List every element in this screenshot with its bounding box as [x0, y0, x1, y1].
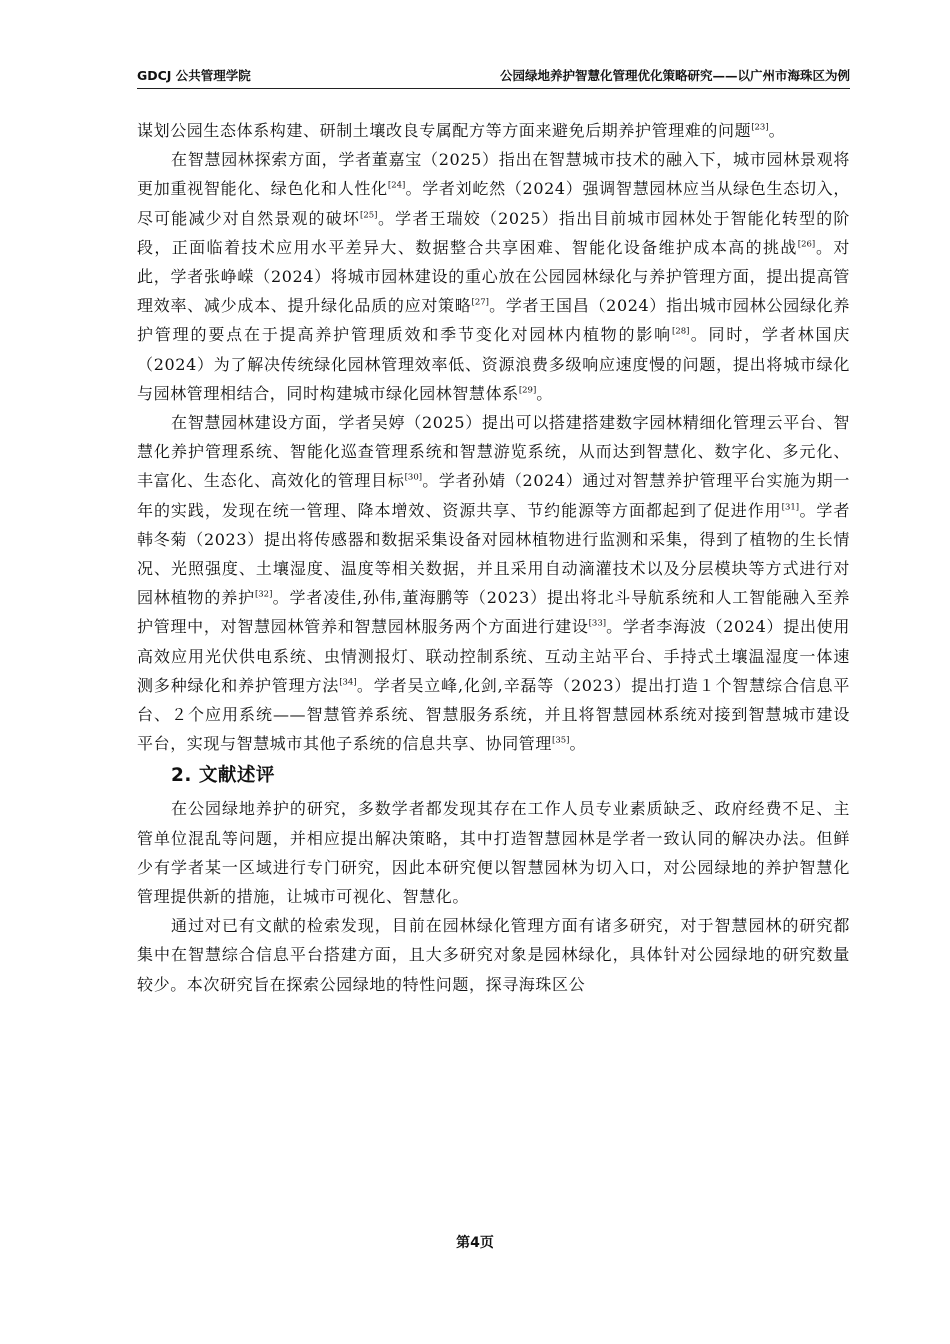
citation: [35]	[552, 735, 570, 746]
citation: [32]	[254, 589, 273, 600]
section-heading: 2. 文献述评	[171, 765, 275, 787]
citation: [26]	[797, 239, 816, 250]
paragraph-smart-garden-exploration: 在智慧园林探索方面，学者董嘉宝（2025）指出在智慧城市技术的融入下，城市园林景观将更加重视智能化、绿色化和人性化[24]。学者刘屹然（2024）强调智慧园林应当从绿色生态切入，尽可能减少对自然景观的破坏[25]。学者王瑞姣（2025）指出目前城市园林处于智能化转型的阶段，正面临着技术应用水平差异大、数据整合共享困难、智能化设备维护成本高的挑战[26]。对此，学者张峥嵘（2024）将城市园林建设的重心放在公园园林绿化与养护管理方面，提出提高管理效率、减少成本、提升绿化品质的应对策略[27]。学者王国昌（2024）指出城市园林公园绿化养护管理的要点在于提高养护管理质效和季节变化对园林内植物的影响[28]。同时，学者林国庆（2024）为了解决传统绿化园林管理效率低、资源浪费多级响应速度慢的问题，提出将城市绿化与园林管理相结合，同时构建城市绿化园林智慧体系[29]。	[137, 150, 850, 403]
citation: [23]	[751, 122, 769, 133]
paragraph-literature-review: 在公园绿地养护的研究，多数学者都发现其存在工作人员专业素质缺乏、政府经费不足、主管单位混乱等问题，并相应提出解决策略，其中打造智慧园林是学者一致认同的解决办法。但鲜少有学者某一区域进行专门研究，因此本研究便以智慧园林为切入口，对公园绿地的养护智慧化管理提供新的措施，让城市可视化、智慧化。	[137, 799, 850, 907]
paragraph-research-gap: 通过对已有文献的检索发现，目前在园林绿化管理方面有诸多研究，对于智慧园林的研究都集中在智慧综合信息平台搭建方面，且大多研究对象是园林绿化，具体针对公园绿地的研究数量较少。本次研究旨在探索公园绿地的特性问题，探寻海珠区公	[137, 916, 850, 994]
paragraph-continued: 谋划公园生态体系构建、研制土壤改良专属配方等方面来避免后期养护管理难的问题[23]。	[137, 121, 786, 140]
header-paper-title: 公园绿地养护智慧化管理优化策略研究——以广州市海珠区为例	[499, 68, 850, 83]
header-institution: GDCJ 公共管理学院	[137, 68, 251, 83]
citation: [27]	[471, 297, 489, 308]
paragraph-smart-garden-construction: 在智慧园林建设方面，学者吴婷（2025）提出可以搭建搭建数字园林精细化管理云平台、智慧化养护管理系统、智能化巡查管理系统和智慧游览系统，从而达到智慧化、数字化、多元化、丰富化、生态化、高效化的管理目标[30]。学者孙婧（2024）通过对智慧养护管理平台实施为期一年的实践，发现在统一管理、降本增效、资源共享、节约能源等方面都起到了促进作用[31]。学者韩冬菊（2023）提出将传感器和数据采集设备对园林植物进行监测和采集，得到了植物的生长情况、光照强度、土壤湿度、温度等相关数据，并且采用自动滴灌技术以及分层模块等方式进行对园林植物的养护[32]。学者凌佳,孙伟,董海鹏等（2023）提出将北斗导航系统和人工智能融入至养护管理中，对智慧园林管养和智慧园林服务两个方面进行建设[33]。学者李海波（2024）提出使用高效应用光伏供电系统、虫情测报灯、联动控制系统、互动主站平台、手持式土壤温湿度一体速测多种绿化和养护管理方法[34]。学者吴立峰,化剑,辛磊等（2023）提出打造１个智慧综合信息平台、２个应用系统——智慧管养系统、智慧服务系统，并且将智慧园林系统对接到智慧城市建设平台，实现与智慧城市其他子系统的信息共享、协同管理[35]。	[137, 413, 850, 754]
citation: [34]	[339, 677, 357, 688]
citation: [33]	[588, 619, 607, 630]
page-number: 第4页	[456, 1235, 494, 1251]
citation: [30]	[404, 473, 423, 484]
citation: [25]	[360, 210, 378, 221]
running-header	[137, 66, 850, 89]
citation: [24]	[387, 181, 406, 192]
citation: [29]	[518, 385, 537, 396]
page-body	[137, 116, 850, 999]
citation: [31]	[781, 502, 800, 513]
citation: [28]	[672, 327, 690, 338]
